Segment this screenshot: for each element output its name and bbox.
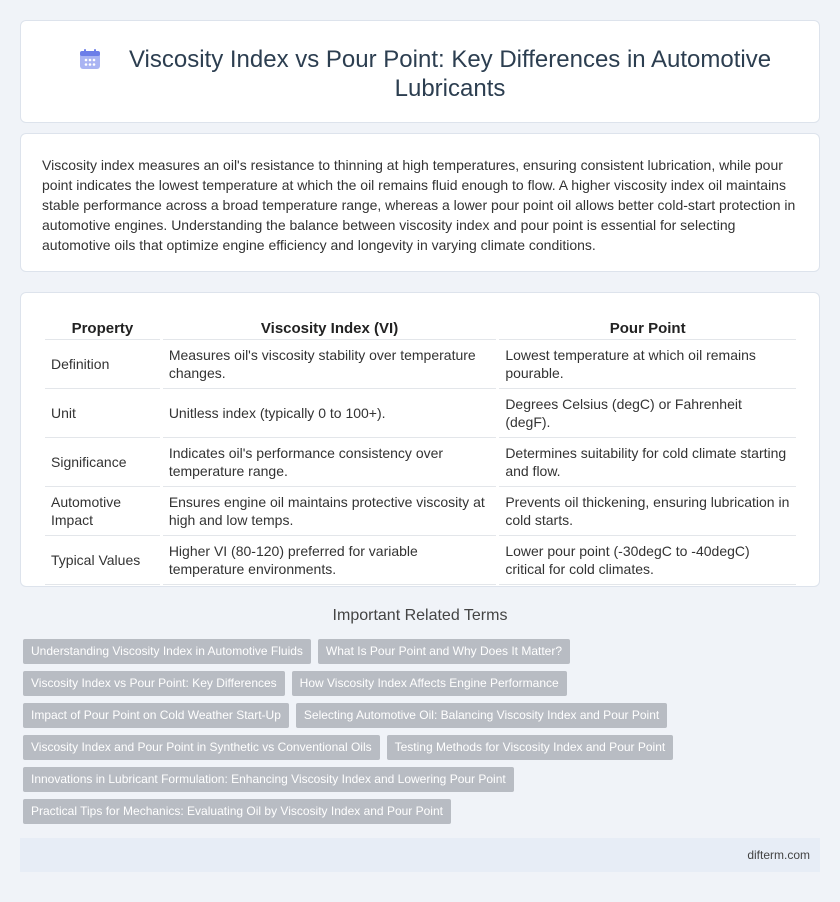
header-pour-point: Pour Point bbox=[499, 313, 796, 340]
site-link[interactable]: difterm.com bbox=[747, 848, 810, 862]
related-term-link[interactable]: Innovations in Lubricant Formulation: Enhancing Viscosity Index and Lowering Pour Point bbox=[23, 767, 514, 792]
related-terms-heading: Important Related Terms bbox=[332, 607, 508, 624]
cell-vi: Unitless index (typically 0 to 100+). bbox=[163, 389, 497, 438]
related-term-link[interactable]: Understanding Viscosity Index in Automotive Fluids bbox=[23, 639, 311, 664]
cell-vi: Higher VI (80-120) preferred for variable temperature environments. bbox=[163, 536, 497, 585]
related-term-link[interactable]: Impact of Pour Point on Cold Weather Start-Up bbox=[23, 703, 289, 728]
header-property: Property bbox=[45, 313, 160, 340]
table-row bbox=[45, 487, 796, 536]
cell-vi: Measures oil's viscosity stability over temperature changes. bbox=[163, 340, 497, 389]
related-term-link[interactable]: What Is Pour Point and Why Does It Matter? bbox=[318, 639, 570, 664]
cell-vi: Ensures engine oil maintains protective viscosity at high and low temps. bbox=[163, 487, 497, 536]
cell-pour-point: Prevents oil thickening, ensuring lubrication in cold starts. bbox=[499, 487, 796, 536]
related-term-link[interactable]: How Viscosity Index Affects Engine Performance bbox=[292, 671, 567, 696]
related-term-link[interactable]: Practical Tips for Mechanics: Evaluating Oil by Viscosity Index and Pour Point bbox=[23, 799, 451, 824]
cell-pour-point: Determines suitability for cold climate starting and flow. bbox=[499, 438, 796, 487]
cell-property: Automotive Impact bbox=[45, 487, 160, 536]
table-header-row bbox=[45, 313, 796, 340]
related-term-link[interactable]: Testing Methods for Viscosity Index and Pour Point bbox=[387, 735, 674, 760]
cell-pour-point: Lowest temperature at which oil remains pourable. bbox=[499, 340, 796, 389]
related-terms-list bbox=[23, 639, 813, 831]
table-row bbox=[45, 438, 796, 487]
intro-card bbox=[20, 133, 820, 272]
cell-property: Typical Values bbox=[45, 536, 160, 585]
table-row bbox=[45, 536, 796, 585]
header-card bbox=[20, 20, 820, 123]
cell-property: Significance bbox=[45, 438, 160, 487]
related-term-link[interactable]: Viscosity Index and Pour Point in Synthetic vs Conventional Oils bbox=[23, 735, 380, 760]
cell-pour-point: Lower pour point (-30degC to -40degC) critical for cold climates. bbox=[499, 536, 796, 585]
page-title: Viscosity Index vs Pour Point: Key Differences in Automotive Lubricants bbox=[128, 46, 772, 102]
footer bbox=[20, 838, 820, 872]
related-term-link[interactable]: Viscosity Index vs Pour Point: Key Differences bbox=[23, 671, 285, 696]
header-viscosity-index: Viscosity Index (VI) bbox=[163, 313, 497, 340]
comparison-table bbox=[42, 313, 799, 585]
cell-property: Unit bbox=[45, 389, 160, 438]
comparison-table-card bbox=[20, 292, 820, 587]
table-row bbox=[45, 340, 796, 389]
cell-vi: Indicates oil's performance consistency over temperature range. bbox=[163, 438, 497, 487]
related-term-link[interactable]: Selecting Automotive Oil: Balancing Viscosity Index and Pour Point bbox=[296, 703, 667, 728]
calendar-icon bbox=[79, 48, 101, 70]
intro-paragraph: Viscosity index measures an oil's resistance to thinning at high temperatures, ensuring consistent lubrication, while pour point indicates the lowest temperature at which the oil remains fluid enough to flow. A higher viscosity index oil maintains stable performance across a broad temperature range, whereas a lower pour point oil allows better cold-start protection in automotive engines. Understanding the balance between viscosity index and pour point is essential for selecting automotive oils that optimize engine efficiency and longevity in varying climate conditions. bbox=[42, 157, 796, 253]
table-row bbox=[45, 389, 796, 438]
cell-property: Definition bbox=[45, 340, 160, 389]
cell-pour-point: Degrees Celsius (degC) or Fahrenheit (degF). bbox=[499, 389, 796, 438]
